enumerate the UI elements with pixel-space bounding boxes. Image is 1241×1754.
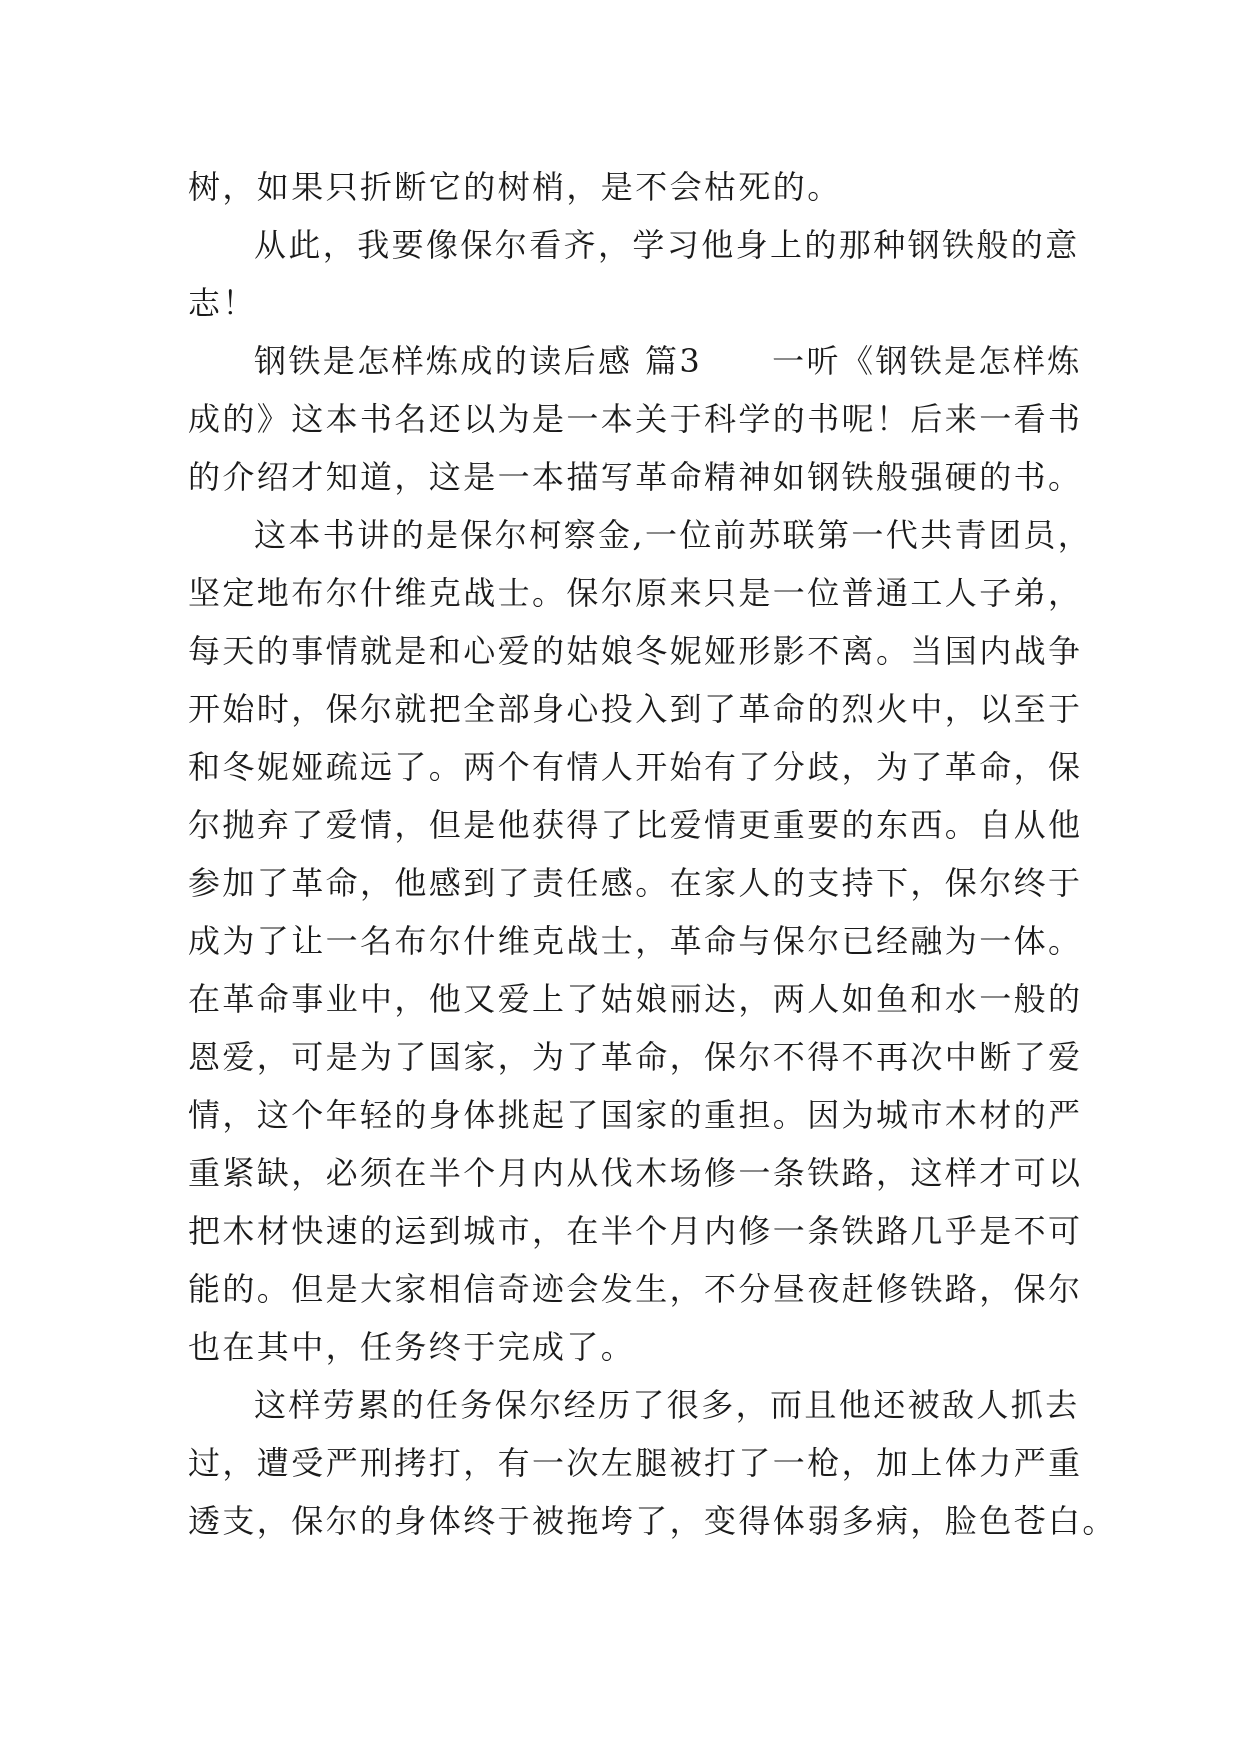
text-line: 坚定地布尔什维克战士。保尔原来只是一位普通工人子弟， — [188, 574, 1083, 612]
text-line: 从此，我要像保尔看齐，学习他身上的那种钢铁般的意 — [254, 226, 1080, 264]
text-line: 成为了让一名布尔什维克战士，革命与保尔已经融为一体。 — [188, 922, 1083, 960]
text-line: 恩爱，可是为了国家，为了革命，保尔不得不再次中断了爱 — [188, 1038, 1083, 1076]
text-fragment: 一听《钢铁是怎样炼 — [772, 342, 1082, 380]
section-heading-line — [188, 332, 1082, 390]
text-line: 在革命事业中，他又爱上了姑娘丽达，两人如鱼和水一般的 — [188, 980, 1083, 1018]
text-line: 情，这个年轻的身体挑起了国家的重担。因为城市木材的严 — [188, 1096, 1083, 1134]
text-line: 这本书讲的是保尔柯察金,一位前苏联第一代共青团员， — [254, 516, 1093, 554]
text-line: 这样劳累的任务保尔经历了很多，而且他还被敌人抓去 — [254, 1386, 1080, 1424]
text-line: 志！ — [188, 284, 257, 322]
text-line: 树，如果只折断它的树梢，是不会枯死的。 — [188, 168, 842, 206]
text-line: 和冬妮娅疏远了。两个有情人开始有了分歧，为了革命，保 — [188, 748, 1083, 786]
text-line: 成的》这本书名还以为是一本关于科学的书呢！后来一看书 — [188, 400, 1083, 438]
text-line: 重紧缺，必须在半个月内从伐木场修一条铁路，这样才可以 — [188, 1154, 1083, 1192]
section-heading: 钢铁是怎样炼成的读后感 篇3 — [254, 342, 703, 380]
text-line: 过，遭受严刑拷打，有一次左腿被打了一枪，加上体力严重 — [188, 1444, 1083, 1482]
text-line: 能的。但是大家相信奇迹会发生，不分昼夜赶修铁路，保尔 — [188, 1270, 1083, 1308]
document-body — [188, 158, 1117, 1550]
text-line: 也在其中，任务终于完成了。 — [188, 1328, 636, 1366]
text-line: 透支，保尔的身体终于被拖垮了，变得体弱多病，脸色苍白。 — [188, 1502, 1117, 1540]
text-line: 的介绍才知道，这是一本描写革命精神如钢铁般强硬的书。 — [188, 458, 1083, 496]
text-line: 参加了革命，他感到了责任感。在家人的支持下，保尔终于 — [188, 864, 1083, 902]
text-line: 尔抛弃了爱情，但是他获得了比爱情更重要的东西。自从他 — [188, 806, 1083, 844]
text-line: 把木材快速的运到城市，在半个月内修一条铁路几乎是不可 — [188, 1212, 1083, 1250]
text-line: 每天的事情就是和心爱的姑娘冬妮娅形影不离。当国内战争 — [188, 632, 1083, 670]
text-line: 开始时，保尔就把全部身心投入到了革命的烈火中，以至于 — [188, 690, 1083, 728]
